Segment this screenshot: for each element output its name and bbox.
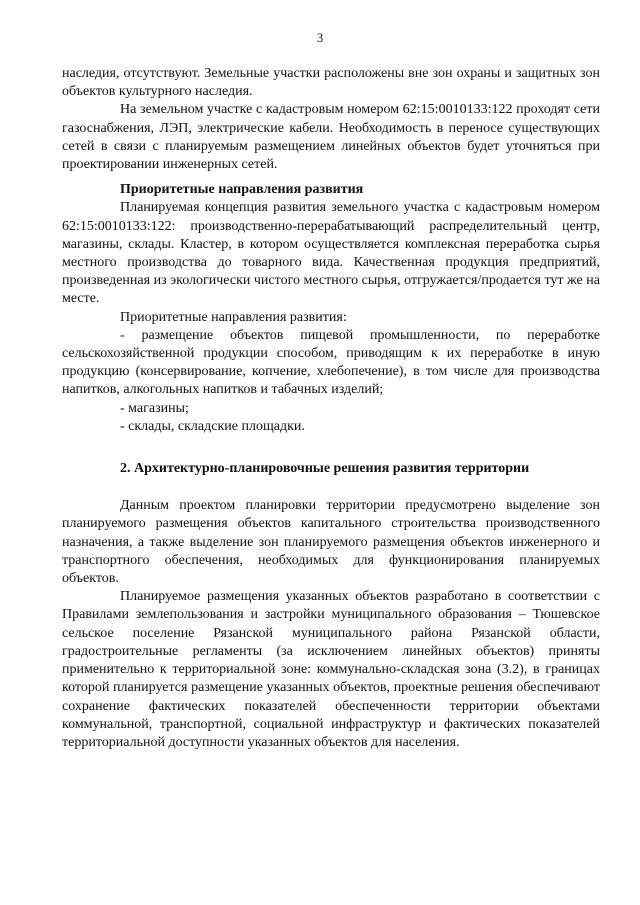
paragraph-priority-list-intro: Приоритетные направления развития: [120,309,347,325]
paragraph-cultural-heritage: наследия, отсутствуют. Земельные участки расположены вне зон охраны и защитных зон объектов культурного наследия. [62,66,600,100]
list-item-warehouses: - склады, складские площадки. [120,418,305,434]
page-body [62,65,600,752]
heading-architectural-solutions: 2. Архитектурно-планировочные решения развития территории [120,461,530,477]
page-number: 3 [316,31,324,45]
heading-priority-directions: Приоритетные направления развития [120,182,364,198]
list-item-shops: - магазины; [120,400,189,416]
paragraph-planning-project: Данным проектом планировки территории предусмотрено выделение зон планируемого размещения объектов капитального строительства производственного назначения, а также выделение зон планируемого размещения объектов инженерного и транспортного обеспечения, необходимых для функционирования планируемых объектов. [62,498,600,587]
paragraph-utility-networks: На земельном участке с кадастровым номером 62:15:0010133:122 проходят сети газоснабжения, ЛЭП, электрические кабели. Необходимость в переносе существующих сетей в связи с планируемым размещением линейных объектов будет уточняться при проектировании инженерных сетей. [62,102,600,173]
paragraph-zoning-rules: Планируемое размещения указанных объектов разработано в соответствии с Правилами землепользования и застройки муниципального образования – Тюшевское сельское поселение Рязанской муниципального района Рязанской области, градостроительные регламенты (за исключением линейных объектов) приняты применительно к территориальной зоне: коммунально-складская зона (3.2), в границах которой планируется размещение указанных объектов, проектные решения обеспечивают сохранение фактических показателей обеспеченности территории объектами коммунальной, транспортной, социальной инфраструктур и фактических показателей территориальной доступности указанных объектов для населения. [62,589,600,750]
list-item-food-industry: - размещение объектов пищевой промышленности, по переработке сельскохозяйственной продукции способом, приводящим к их переработке в иную продукцию (консервирование, копчение, хлебопечение), в том числе для производства напитков, алкогольных напитков и табачных изделий; [62,327,600,398]
paragraph-development-concept: Планируемая концепция развития земельного участка с кадастровым номером 62:15:0010133:122: производственно-перерабатывающий распределительный центр, магазины, склады. Кластер, в котором осуществляется комплексная переработка сырья местного производства до товарного вида. Качественная продукция предприятий, произведенная из экологически чистого местного сырья, отгружается/продается тут же на месте. [62,200,600,307]
